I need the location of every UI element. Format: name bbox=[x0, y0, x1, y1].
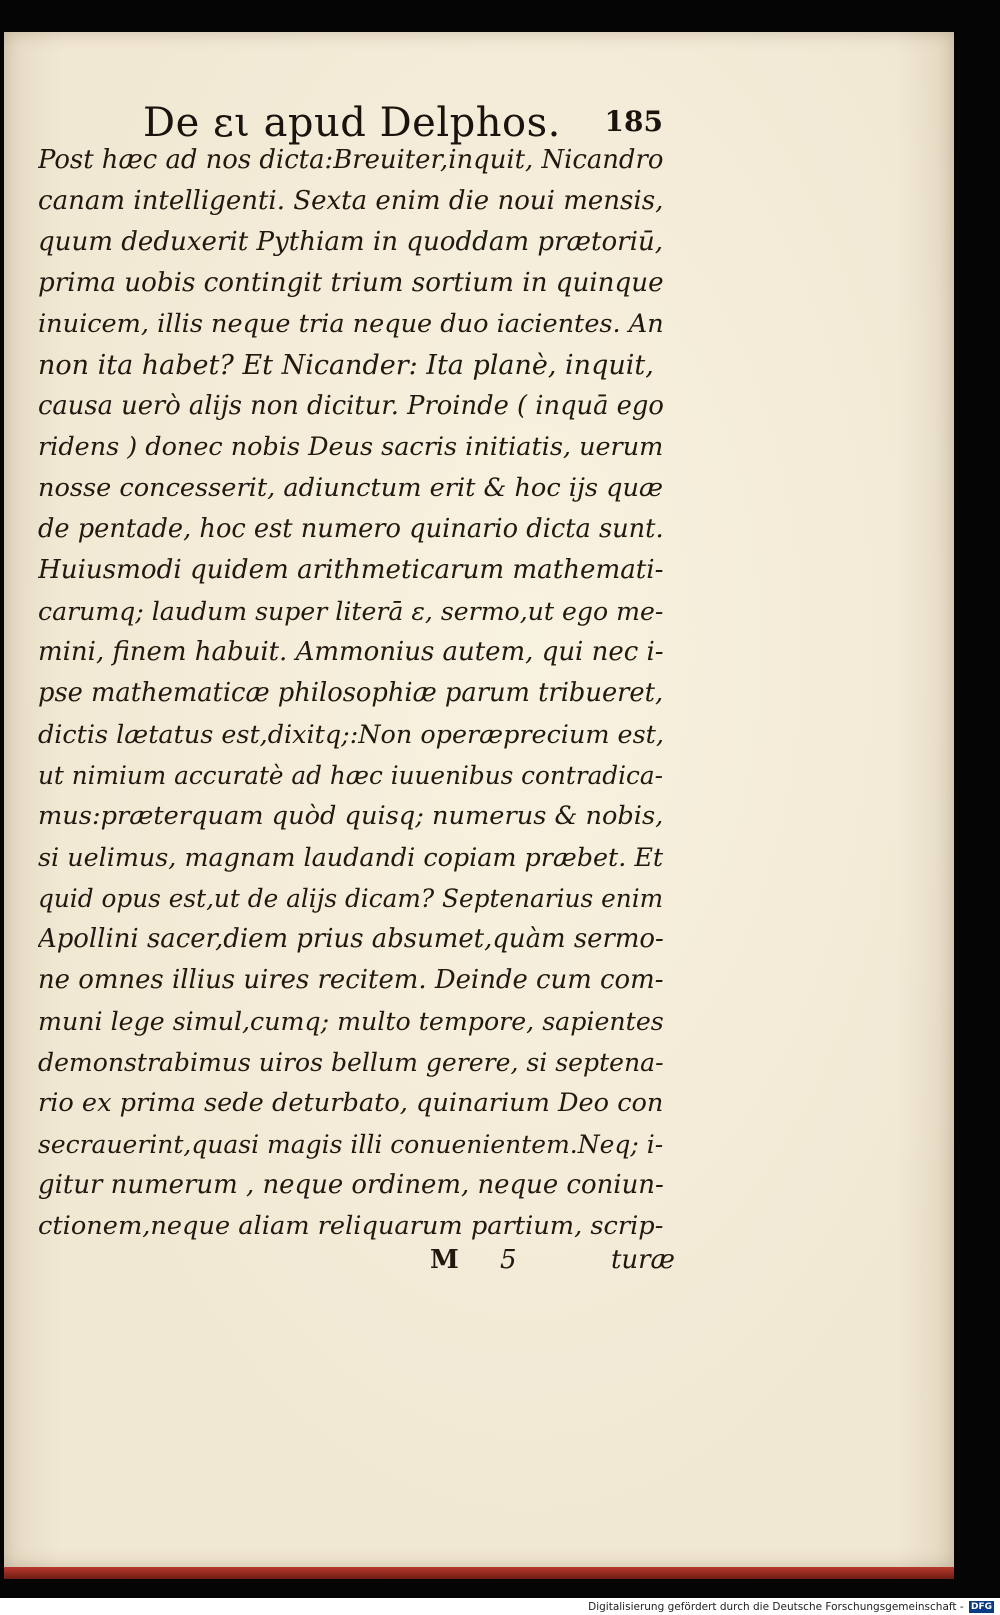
text-line: inuicem, illis neque tria neque duo iacientes. An bbox=[38, 309, 664, 339]
running-head: De ει apud Delphos. bbox=[143, 100, 561, 146]
digitization-credit bbox=[588, 1599, 994, 1615]
text-line: Huiusmodi quidem arithmeticarum mathemati- bbox=[38, 555, 664, 585]
text-line: carumq; laudum super literā ε, sermo,ut ego me- bbox=[38, 597, 664, 626]
text-line: pse mathematicæ philosophiæ parum tribueret, bbox=[38, 678, 664, 708]
text-line: non ita habet? Et Nicander: Ita planè, inquit, bbox=[38, 350, 654, 381]
page-edge bbox=[4, 1567, 954, 1579]
text-line: ctionem,neque aliam reliquarum partium, scrip- bbox=[38, 1211, 664, 1241]
text-line: Apollini sacer,diem prius absumet,quàm sermo- bbox=[38, 924, 664, 954]
text-line: quum deduxerit Pythiam in quoddam prætoriū, bbox=[38, 227, 664, 257]
text-line: de pentade, hoc est numero quinario dicta sunt. bbox=[38, 514, 664, 544]
text-line: Post hæc ad nos dicta:Breuiter,inquit, Nicandro bbox=[38, 145, 664, 175]
text-line: ne omnes illius uires recitem. Deinde cum com- bbox=[38, 965, 664, 995]
text-line: si uelimus, magnam laudandi copiam præbet. Et bbox=[38, 842, 664, 872]
text-line: ut nimium accuratè ad hæc iuuenibus contradica- bbox=[38, 761, 663, 790]
text-line: muni lege simul,cumq; multo tempore, sapientes bbox=[38, 1007, 664, 1036]
text-line: prima uobis contingit trium sortium in quinque bbox=[38, 268, 664, 298]
signature-line bbox=[430, 1245, 675, 1285]
dfg-logo: DFG bbox=[970, 1602, 992, 1612]
text-line: secrauerint,quasi magis illi conuenientem.Neq; i- bbox=[38, 1130, 664, 1159]
body-text bbox=[38, 140, 670, 1247]
catchword: turæ bbox=[610, 1245, 675, 1275]
text-line: causa uerò alijs non dicitur. Proinde ( inquā ego bbox=[38, 391, 664, 421]
text-line: demonstrabimus uiros bellum gerere, si septena- bbox=[38, 1048, 664, 1077]
page-number: 185 bbox=[604, 105, 663, 138]
text-line: ridens ) donec nobis Deus sacris initiatis, uerum bbox=[38, 432, 664, 462]
text-line: gitur numerum , neque ordinem, neque coniun- bbox=[38, 1170, 664, 1200]
text-line: rio ex prima sede deturbato, quinarium Deo con bbox=[38, 1088, 664, 1118]
text-line: nosse concesserit, adiunctum erit & hoc ijs quæ bbox=[38, 473, 664, 503]
text-line: mini, finem habuit. Ammonius autem, qui nec i- bbox=[38, 637, 664, 667]
text-line: canam intelligenti. Sexta enim die noui mensis, bbox=[38, 186, 664, 216]
text-line: dictis lætatus est,dixitq;:Non operæprecium est, bbox=[38, 719, 664, 749]
credit-text: Digitalisierung gefördert durch die Deutsche Forschungsgemeinschaft - bbox=[588, 1601, 964, 1613]
text-line: mus:præterquam quòd quisq; numerus & nobis, bbox=[38, 801, 664, 831]
text-line: quid opus est,ut de alijs dicam? Septenarius enim bbox=[38, 884, 664, 913]
signature-number: 5 bbox=[500, 1245, 517, 1275]
signature-mark: M bbox=[430, 1245, 459, 1275]
